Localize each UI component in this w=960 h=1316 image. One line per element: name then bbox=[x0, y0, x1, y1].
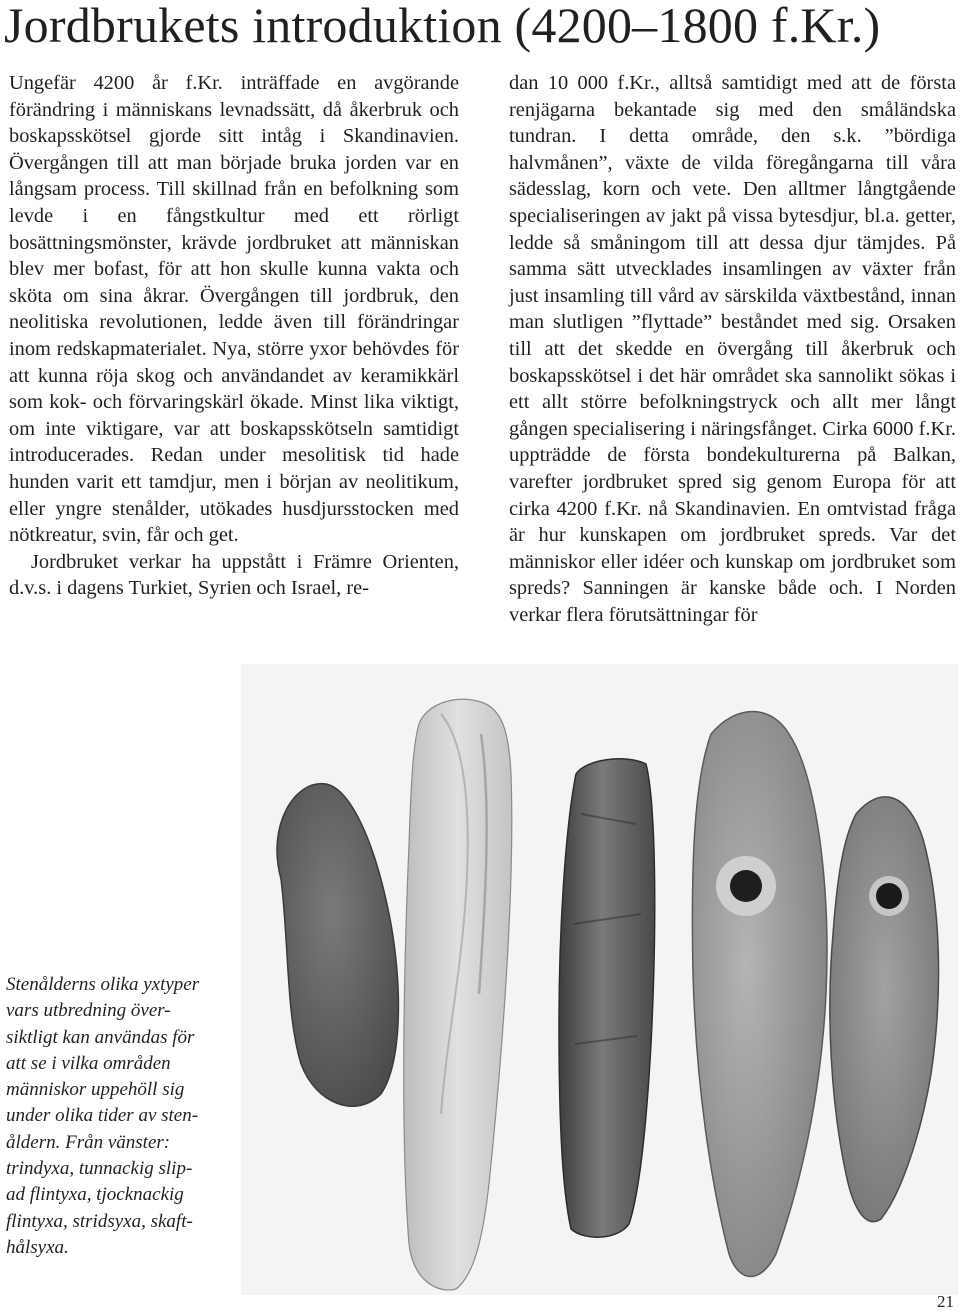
paragraph: Ungefär 4200 år f.Kr. inträffade en avgörande förändring i människans levnadssätt, då åkerbruk och boskapsskötsel gjorde sitt intåg i Skandinavien. Övergången till att man började bruka jorden var en långsam process. Till skillnad från en befolkning som levde i en fångstkultur med ett rörligt bosättningsmönster, krävde jordbruket att människan blev mer bofast, för att hon skulle kunna vakta och sköta om sina åkrar. Övergången till jordbruk, den neolitiska revolutionen, ledde även till förändringar inom redskapmaterialet. Nya, större yxor behövdes för att kunna röja skog och användandet av keramikkärl som kok- och förvaringskärl ökade. Minst lika viktigt, om inte viktigare, var att boskapsskötseln samtidigt introducerades. Redan under mesolitisk tid hade hunden varit ett tamdjur, men i början av neolitikum, eller yngre stenålder, utökades husdjursstocken med nötkreatur, svin, får och get. bbox=[9, 72, 459, 547]
photo-caption: Stenålderns olika yxtyper vars utbredning över- siktligt kan användas för att se i vilka områden människor uppehöll sig under olika tider av sten- åldern. Från vänster: trindyxa, tunnackig slip- ad flintyxa, tjocknackig flintyxa, stridsyxa, skaft- hålsyxa. bbox=[6, 974, 200, 1258]
shaft-hole bbox=[876, 883, 902, 909]
tjocknackig-flintyxa bbox=[559, 759, 655, 1237]
axe-photograph bbox=[241, 664, 958, 1295]
paragraph: dan 10 000 f.Kr., alltså samtidigt med att de första renjägarna bekantade sig med den småländska tundran. I detta område, den s.k. ”bördiga halvmånen”, växte de vilda föregångarna till våra sädesslag, korn och vete. Den alltmer långtgående specialiseringen av jakt på vissa bytesdjur, bl.a. getter, ledde så småningom till att dessa djur tämjdes. På samma sätt utvecklades insamlingen av växter från just insamling till vård av särskilda växtbestånd, innan man slutligen ”flyttade” beståndet med sig. Orsaken till att det skedde en övergång till åkerbruk och boskapsskötsel i det här området ska sannolikt sökas i ett allt större befolkningstryck och allt mer långt gången specialisering i näringsfånget. Cirka 6000 f.Kr. uppträdde de första bondekulturerna på Balkan, varefter jordbruket spred sig genom Europa för att cirka 4200 f.Kr. nå Skandinavien. En omtvistad fråga är hur kunskapen om jordbruket spreds. Var det människor eller idéer och kunskap om jordbruket som spreds? Sanningen är kanske både och. I Norden verkar flera förutsättningar för bbox=[509, 72, 956, 626]
paragraph: Jordbruket verkar ha uppstått i Främre Orienten, d.v.s. i dagens Turkiet, Syrien och Israel, re- bbox=[9, 550, 459, 600]
page-number: 21 bbox=[937, 1292, 954, 1311]
shaft-hole bbox=[730, 870, 762, 902]
page-title: Jordbrukets introduktion (4200–1800 f.Kr.) bbox=[4, 0, 881, 53]
text-column-left bbox=[9, 70, 459, 602]
axe-photo-illustration bbox=[241, 664, 958, 1295]
text-column-right bbox=[509, 70, 956, 628]
